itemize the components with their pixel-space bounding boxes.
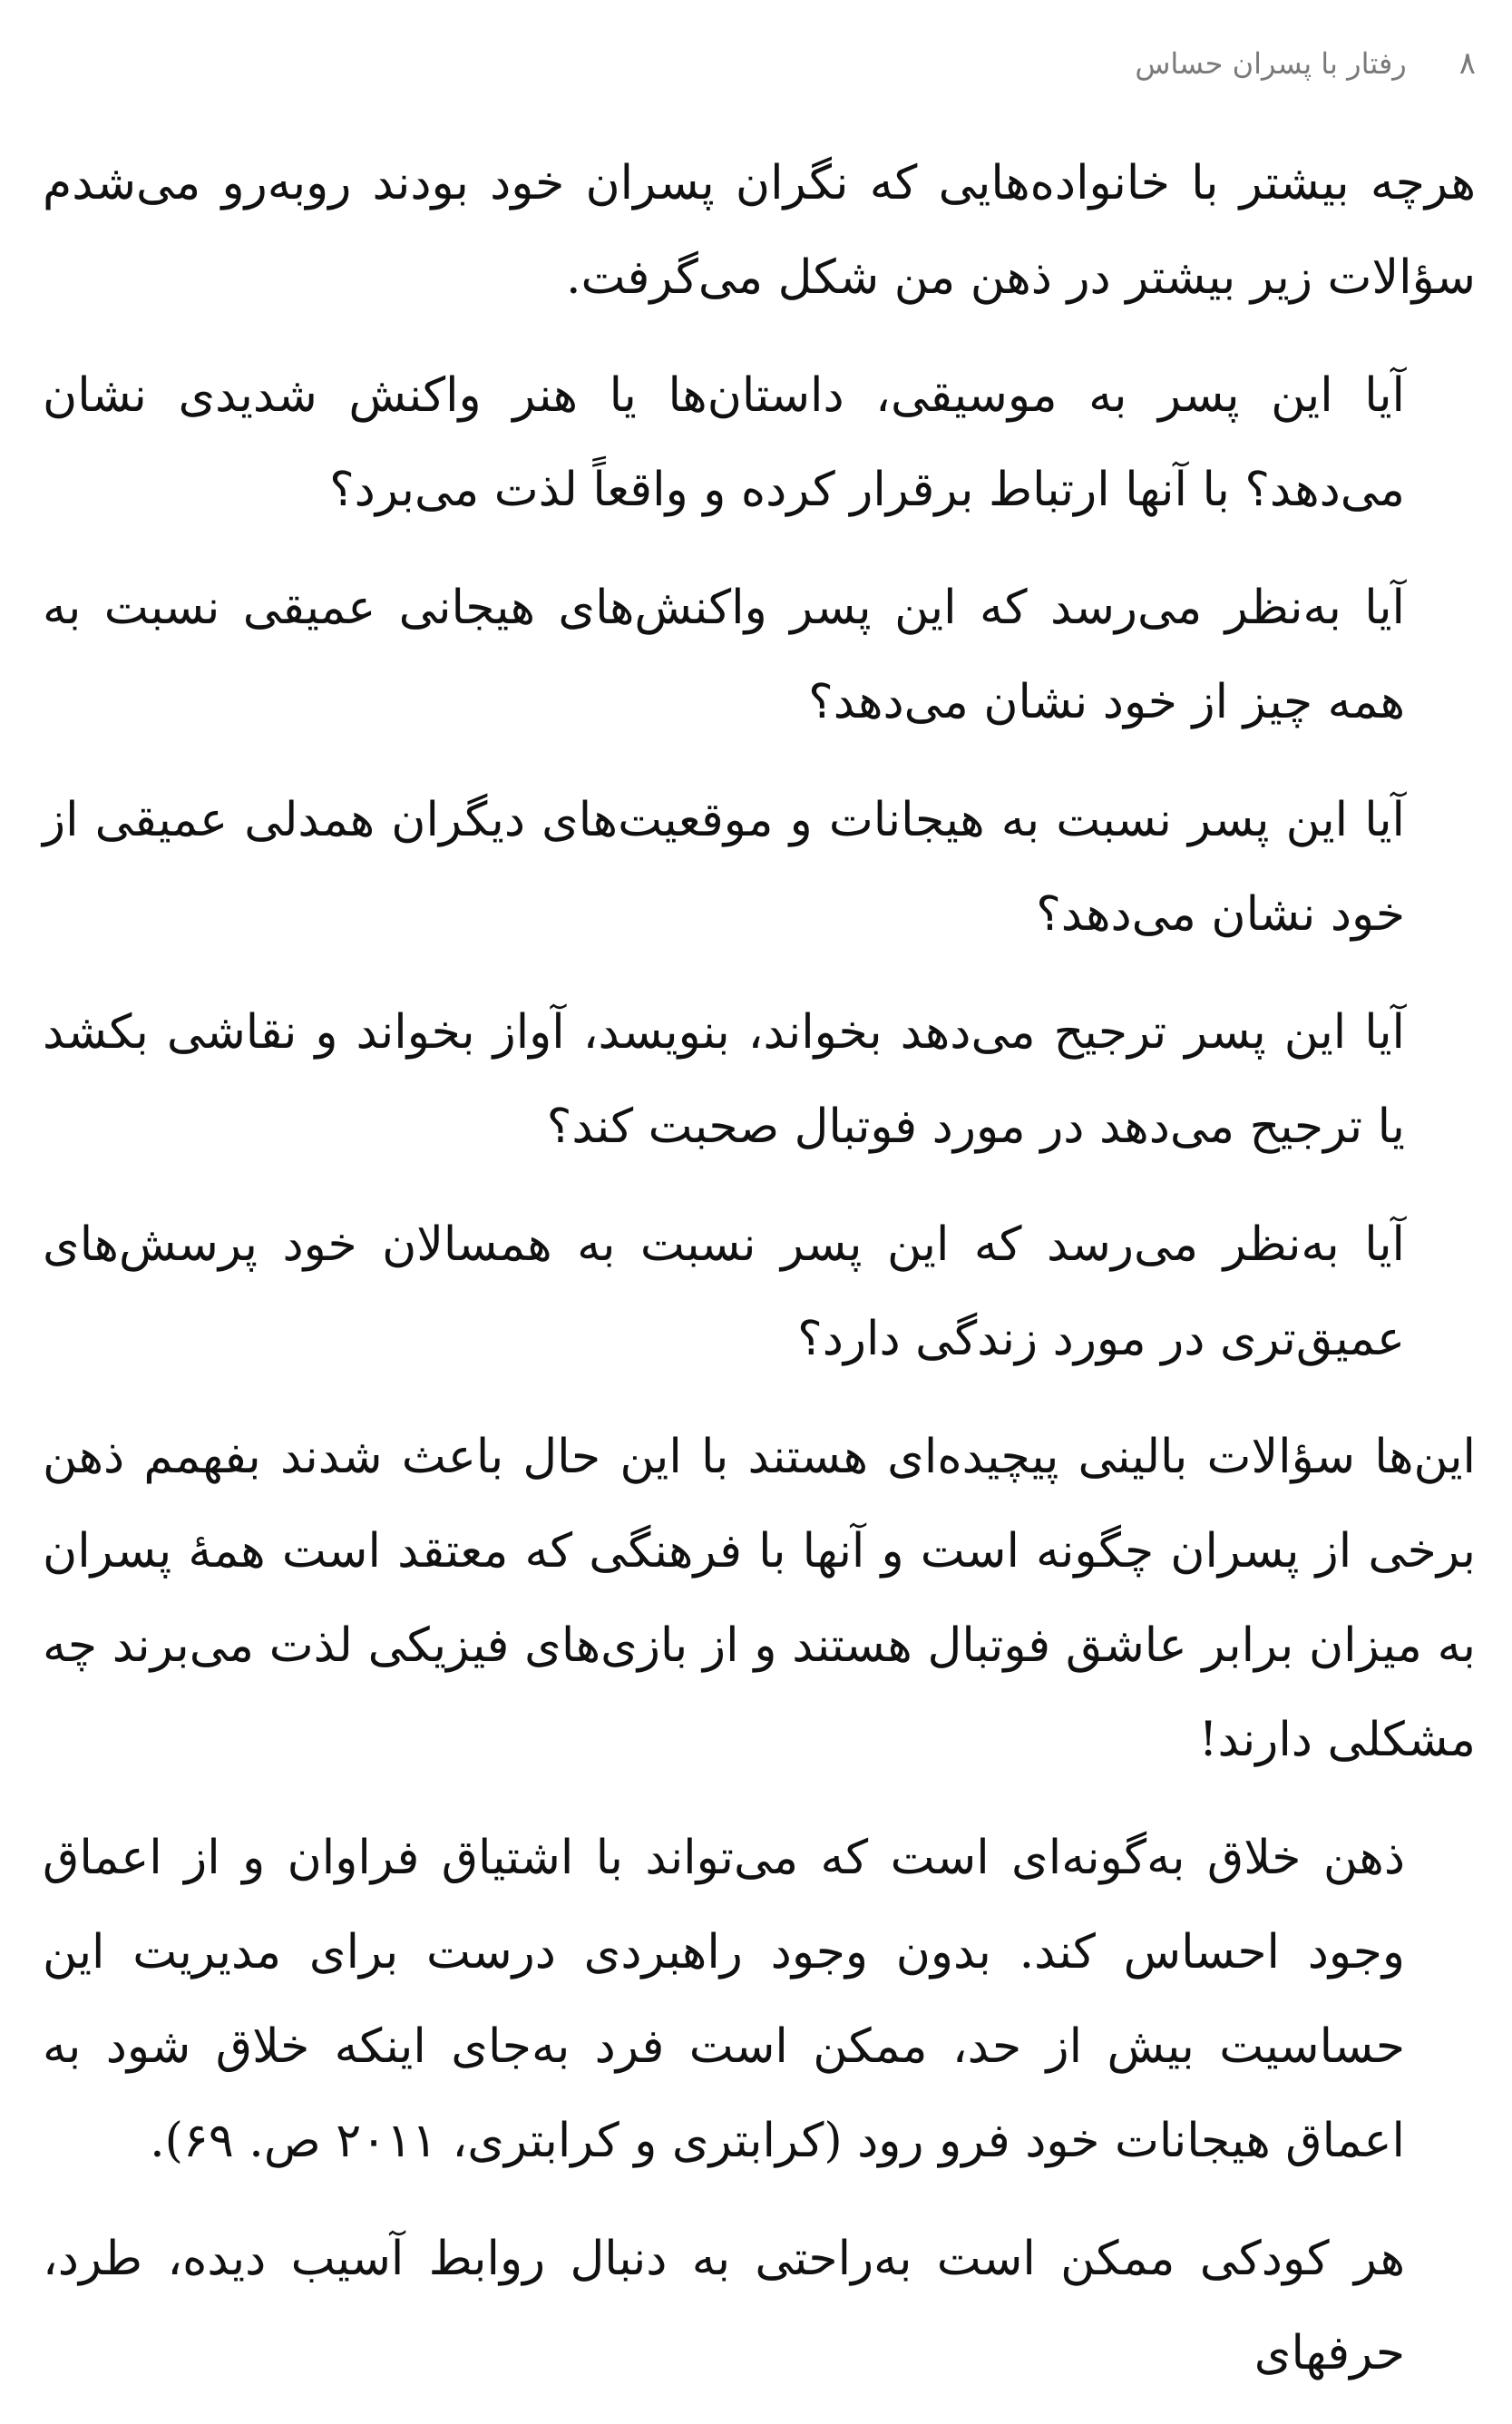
paragraph-every-child: هر کودکی ممکن است به‌راحتی به دنبال روابط آسیب دیده، طرد، حرفهای [43,2232,1405,2380]
body-text [43,136,1476,2424]
paragraph-creative-mind: ذهن خلاق به‌گونه‌ای است که می‌تواند با اشتیاق فراوان و از اعماق وجود احساس کند. بدون وجود راهبردی درست برای مدیریت این حساسیت بیش از حد، ممکن است فرد به‌جای اینکه خلاق شود به اعماق هیجانات خود فرو رود (کرابتری و کرابتری، ۲۰۱۱ ص. ۶۹). [43,1831,1405,2168]
running-title: رفتار با پسران حساس [1135,46,1407,81]
question-2: آیا به‌نظر می‌رسد که این پسر واکنش‌های هیجانی عمیقی نسبت به همه چیز از خود نشان می‌دهد؟ [43,581,1405,729]
question-1: آیا این پسر به موسیقی، داستان‌ها یا هنر واکنش شدیدی نشان می‌دهد؟ با آنها ارتباط برقرار کرده و واقعاً لذت می‌برد؟ [43,368,1405,517]
paragraph-clinical-questions: این‌ها سؤالات بالینی پیچیده‌ای هستند با این حال باعث شدند بفهمم ذهن برخی از پسران چگونه است و آنها با فرهنگی که معتقد است همهٔ پسران به میزان برابر عاشق فوتبال هستند و از بازی‌های فیزیکی لذت می‌برند چه مشکلی دارند! [43,1430,1476,1767]
running-head [1004,36,1476,91]
question-4: آیا این پسر ترجیح می‌دهد بخواند، بنویسد، آواز بخواند و نقاشی بکشد یا ترجیح می‌دهد در مورد فوتبال صحبت کند؟ [43,1005,1405,1154]
page-number: ۸ [1458,45,1476,82]
intro-paragraph: هرچه بیشتر با خانواده‌هایی که نگران پسران خود بودند روبه‌رو می‌شدم سؤالات زیر بیشتر در ذهن من شکل می‌گرفت. [43,156,1476,305]
question-5: آیا به‌نظر می‌رسد که این پسر نسبت به همسالان خود پرسش‌های عمیق‌تری در مورد زندگی دارد؟ [43,1217,1405,1366]
question-3: آیا این پسر نسبت به هیجانات و موقعیت‌های دیگران همدلی عمیقی از خود نشان می‌دهد؟ [43,793,1405,942]
